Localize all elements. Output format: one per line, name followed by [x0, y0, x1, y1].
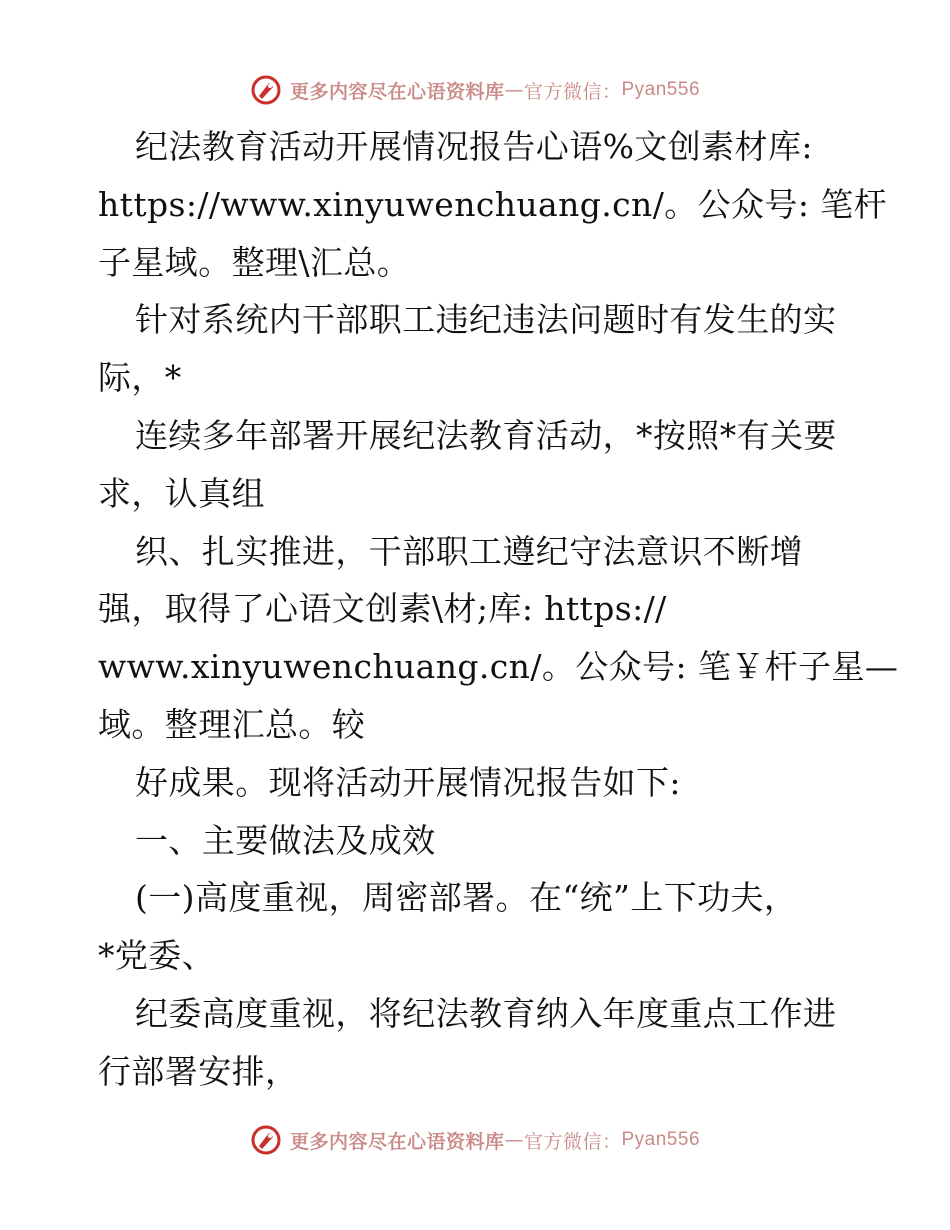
text-line: https://www.xinyuwenchuang.cn/。公众号: 笔杆 — [98, 184, 888, 224]
banner-wechat-id: Pyan556 — [621, 1129, 701, 1150]
text-line: 纪委高度重视，将纪法教育纳入年度重点工作进 — [135, 993, 837, 1033]
text-line: 连续多年部署开展纪法教育活动，*按照*有关要 — [135, 415, 837, 455]
text-line: 际，* — [98, 358, 182, 398]
banner-text: 更多内容尽在心语资料库 — [289, 80, 505, 103]
text-line: 子星域。整理\汇总。 — [98, 242, 411, 282]
footer-watermark — [0, 1120, 950, 1160]
text-line: 好成果。现将活动开展情况报告如下: — [135, 762, 681, 802]
text-line: 织、扎实推进，干部职工遵纪守法意识不断增 — [135, 531, 803, 571]
section-heading: 一、主要做法及成效 — [135, 820, 436, 860]
text-line: www.xinyuwenchuang.cn/。公众号: 笔￥杆子星— — [98, 647, 899, 687]
text-line: 行部署安排， — [98, 1051, 299, 1091]
subsection-heading: (一)高度重视，周密部署。在“统”上下功夫， — [135, 878, 798, 918]
pen-nib-logo-icon — [250, 74, 282, 106]
text-line: 域。整理汇总。较 — [98, 704, 366, 744]
text-line: 强，取得了心语文创素\材;库: https:// — [98, 589, 667, 629]
pen-nib-logo-icon — [250, 1124, 282, 1156]
header-watermark — [0, 70, 950, 110]
document-body — [98, 118, 899, 1101]
banner-wechat-label: 官方微信： — [523, 80, 622, 103]
banner-dash: — — [504, 79, 524, 101]
text-line: 纪法教育活动开展情况报告心语%文创素材库: — [135, 127, 813, 166]
banner-wechat-label: 官方微信： — [523, 1130, 622, 1153]
text-line: 求，认真组 — [98, 473, 265, 513]
text-line: *党委、 — [98, 936, 216, 976]
text-line: 针对系统内干部职工违纪违法问题时有发生的实 — [135, 300, 837, 340]
banner-wechat-id: Pyan556 — [621, 79, 701, 100]
banner-text: 更多内容尽在心语资料库 — [289, 1130, 505, 1153]
banner-dash: — — [504, 1129, 524, 1151]
